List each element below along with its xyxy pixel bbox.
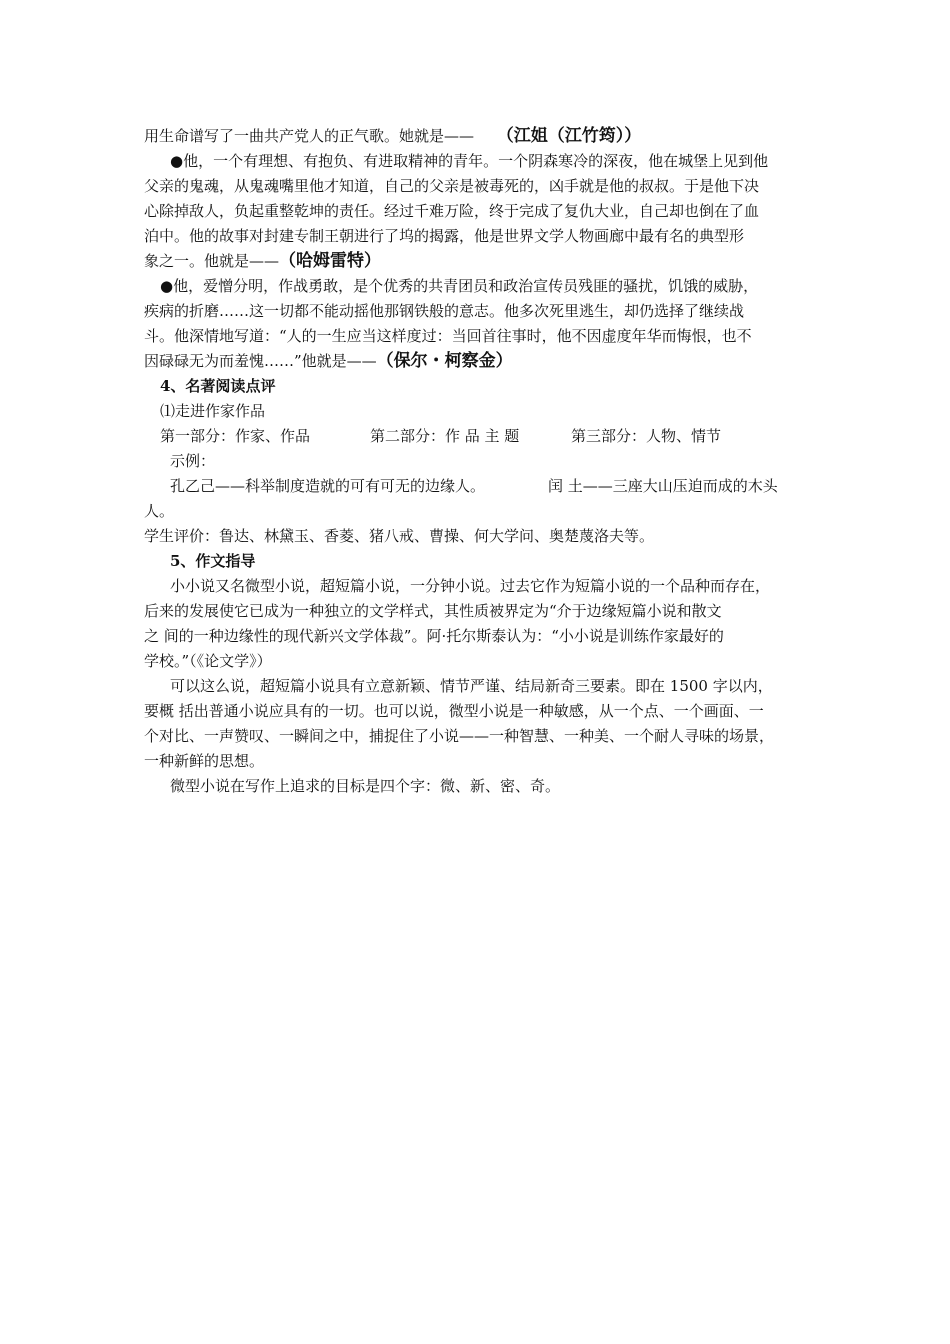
text-line: 学校。”（《论文学》） [144,652,272,670]
part-2: 第二部分：作 品 主 题 [370,427,520,445]
para-paul-end [144,349,513,373]
text-line: 斗。他深情地写道：“人的一生应当这样度过：当回首往事时，他不因虚度年华而悔恨，也不 [144,327,752,345]
text-line: 泊中。他的故事对封建专制王朝进行了坞的揭露，他是世界文学人物画廊中最有名的典型形 [144,227,745,245]
text-line: 因碌碌无为而羞愧……”他就是—— [144,352,377,370]
part-3: 第三部分：人物、情节 [571,427,722,445]
text-line: 个对比、一声赞叹、一瞬间之中，捕捉住了小说——一种智慧、一种美、一个耐人寻味的场景， [144,727,775,745]
example-kongyiji: 孔乙己——科举制度造就的可有可无的边缘人。 [170,477,486,495]
text-line: 象之一。他就是—— [144,252,280,270]
text-line: 一种新鲜的思想。 [144,752,265,770]
section-5-heading: 5、作文指导 [170,552,256,570]
text-line: 人。 [144,502,175,520]
para-hamlet-end [144,249,381,273]
text-line: 小小说又名微型小说，超短篇小说，一分钟小说。过去它作为短篇小说的一个品种而存在， [170,577,771,595]
text-line: 父亲的鬼魂，从鬼魂嘴里他才知道，自己的父亲是被毒死的，凶手就是他的叔叔。于是他下决 [144,177,760,195]
text-line: ●他，一个有理想、有抱负、有进取精神的青年。一个阴森寒冷的深夜，他在城堡上见到他 [170,152,769,170]
parts-row [160,424,721,448]
text-line: 微型小说在写作上追求的目标是四个字：微、新、密、奇。 [170,777,561,795]
answer-hamlet: （哈姆雷特） [279,251,382,271]
part-1: 第一部分：作家、作品 [160,427,311,445]
text-line: 可以这么说，超短篇小说具有立意新颖、情节严谨、结局新奇三要素。即在 1500 字以内， [170,677,773,695]
student-evaluation: 学生评价：鲁达、林黛玉、香菱、猪八戒、曹操、何大学问、奥楚蔑洛夫等。 [144,527,655,545]
section-4-heading: 4、名著阅读点评 [160,377,276,395]
examples-row [170,474,778,498]
example-label: 示例： [170,452,216,470]
text-line: 用生命谱写了一曲共产党人的正气歌。她就是—— [144,127,475,145]
section-4-subheading: ⑴走进作家作品 [160,402,266,420]
text-line: 疾病的折磨……这一切都不能动摇他那钢铁般的意志。他多次死里逃生，却仍选择了继续战 [144,302,745,320]
example-runtu: 闰 土——三座大山压迫而成的木头 [548,477,778,495]
text-line: 之 间的一种边缘性的现代新兴文学体裁”。阿·托尔斯泰认为：“小小说是训练作家最好的 [144,627,724,645]
para-jiangjie [144,124,641,148]
text-line: 要概 括出普通小说应具有的一切。也可以说，微型小说是一种敏感，从一个点、一个画面、一 [144,702,764,720]
text-line: ●他，爱憎分明，作战勇敢，是个优秀的共青团员和政治宣传员残匪的骚扰，饥饿的威胁， [160,277,759,295]
text-line: 后来的发展使它已成为一种独立的文学样式，其性质被界定为“介于边缘短篇小说和散文 [144,602,722,620]
text-line: 心除掉敌人，负起重整乾坤的责任。经过千难万险，终于完成了复仇大业，自己却也倒在了血 [144,202,760,220]
answer-jiangjie: （江姐（江竹筠）） [496,126,642,146]
answer-paul: （保尔・柯察金） [376,351,513,371]
